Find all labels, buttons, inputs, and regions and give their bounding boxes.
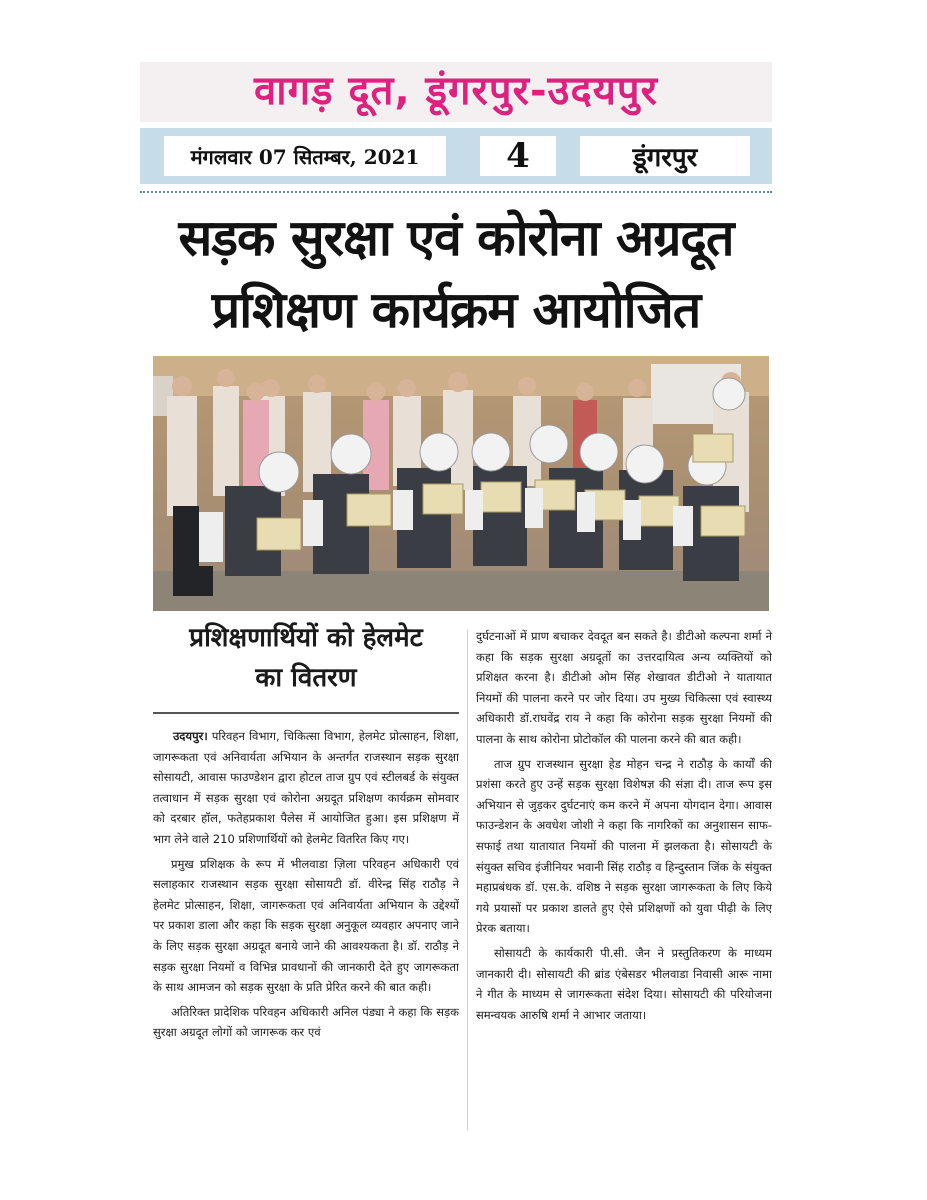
article-column-right: [476, 626, 772, 1029]
column-divider: [467, 630, 468, 1130]
article-paragraph: ताज ग्रुप राजस्थान सुरक्षा हेड मोहन चन्द्र ने राठौड़ के कार्यों की प्रशंसा करते हुए उन्हें सड़क सुरक्षा विशेषज्ञ की संज्ञा दी। ताज रूप इस अभियान से जुड़कर दुर्घटनाएं कम करने में अपना योगदान देगा। आवास फाउन्डेशन के अवधेश जोशी ने कहा कि नागरिकों का अनुशासन साफ-सफाई तथा यातायात नियमों की पालना में झलकता है। सोसायटी के संयुक्त सचिव इंजीनियर भवानी सिंह राठौड़ व हिन्दुस्तान जिंक के संयुक्त महाप्रबंधक डॉ. एस.के. वशिष्ठ ने सड़क सुरक्षा जागरूकता के लिए किये गये प्रयासों पर प्रकाश डालते हुए ऐसे प्रशिक्षणों को युवा पीढ़ी के लिए प्रेरक बताया।: [476, 756, 772, 936]
headline-line-2: प्रशिक्षण कार्यक्रम आयोजित: [211, 281, 701, 339]
subhead-line-1: प्रशिक्षणार्थियों को हेलमेट: [189, 623, 423, 653]
group-photo-helmets-icon: [153, 356, 769, 611]
article-paragraph: [153, 726, 459, 850]
article-text: परिवहन विभाग, चिकित्सा विभाग, हेलमेट प्रोत्साहन, शिक्षा, जागरूकता एवं अनिवार्यता अभियान के अन्तर्गत राजस्थान सड़क सुरक्षा सोसायटी, आवास फाउण्डेशन द्वारा होटल ताज ग्रुप एवं स्टीलबर्ड के संयुक्त तत्वाधान में सड़क सुरक्षा एवं कोरोना अग्रदूत प्रशिक्षण कार्यक्रम सोमवार को दरबार हॉल, फतेहप्रकाश पैलेस में आयोजित हुआ। इस प्रशिक्षण में भाग लेने वाले 210 प्रशिणार्थियों को हेलमेट वितरित किए गए।: [153, 729, 459, 846]
section-name: डूंगरपुर: [580, 136, 750, 176]
dotted-divider: [140, 191, 772, 193]
article-paragraph: प्रमुख प्रशिक्षक के रूप में भीलवाडा ज़िला परिवहन अधिकारी एवं सलाहकार राजस्थान सड़क सुरक्षा सोसायटी डॉ. वीरेन्द्र सिंह राठौड़ ने हेलमेट प्रोत्साहन, शिक्षा, जागरूकता एवं अनिवार्यता अभियान के उद्देश्यों पर प्रकाश डाला और कहा कि सड़क सुरक्षा अनुकूल व्यवहार अपनाए जाने के लिए सड़क सुरक्षा अग्रदूत बनाये जाने की आवश्यकता है। डॉ. राठौड़ ने सड़क सुरक्षा नियमों व विभिन्न प्रावधानों की जानकारी देते हुए जागरूकता के साथ आमजन को सड़क सुरक्षा के प्रति प्रेरित करने की बात कही।: [153, 856, 459, 995]
article-dateline: उदयपुर।: [173, 729, 208, 743]
subhead-underline: [153, 712, 459, 714]
subhead-line-2: का वितरण: [255, 663, 357, 693]
masthead-title: वागड़ दूत, डूंगरपुर-उदयपुर: [253, 68, 658, 114]
masthead: [140, 62, 772, 122]
article-column-left: [153, 726, 459, 1047]
page-number: 4: [480, 136, 556, 176]
article-paragraph: दुर्घटनाओं में प्राण बचाकर देवदूत बन सकते है। डीटीओ कल्पना शर्मा ने कहा कि सड़क सुरक्षा अग्रदूतों का उत्तरदायित्व अन्य व्यक्तियों को प्रशिक्षत करना है। डीटीओ ओम सिंह शेखावत डीटीओ ने यातायात नियमों की पालना करने पर जोर दिया। उप मुख्य चिकित्सा एवं स्वास्थ्य अधिकारी डॉ.राघवेंद्र राय ने कहा कि कोरोना सड़क सुरक्षा नियमों की पालना के साथ कोरोना प्रोटोकॉल की पालना करने की बात कही।: [476, 629, 772, 746]
article-paragraph: सोसायटी के कार्यकारी पी.सी. जैन ने प्रस्तुतिकरण के माध्यम जानकारी दी। सोसायटी की ब्रांड एंबेसडर भीलवाडा निवासी आरू नामा ने गीत के माध्यम से जागरूकता संदेश दिया। सोसायटी की परियोजना समन्वयक आरुषि शर्मा ने आभार जताया।: [476, 945, 772, 1022]
headline: [140, 202, 772, 346]
article-paragraph: अतिरिक्त प्रादेशिक परिवहन अधिकारी अनिल पंड्या ने कहा कि सड़क सुरक्षा अग्रदूत लोगों को जागरूक कर एवं: [153, 1004, 459, 1040]
headline-line-1: सड़क सुरक्षा एवं कोरोना अग्रदूत: [178, 209, 734, 267]
subhead: [153, 618, 459, 698]
issue-date: मंगलवार 07 सितम्बर, 2021: [164, 136, 446, 176]
group-photo: [153, 356, 769, 611]
dateline-band: [140, 128, 772, 184]
